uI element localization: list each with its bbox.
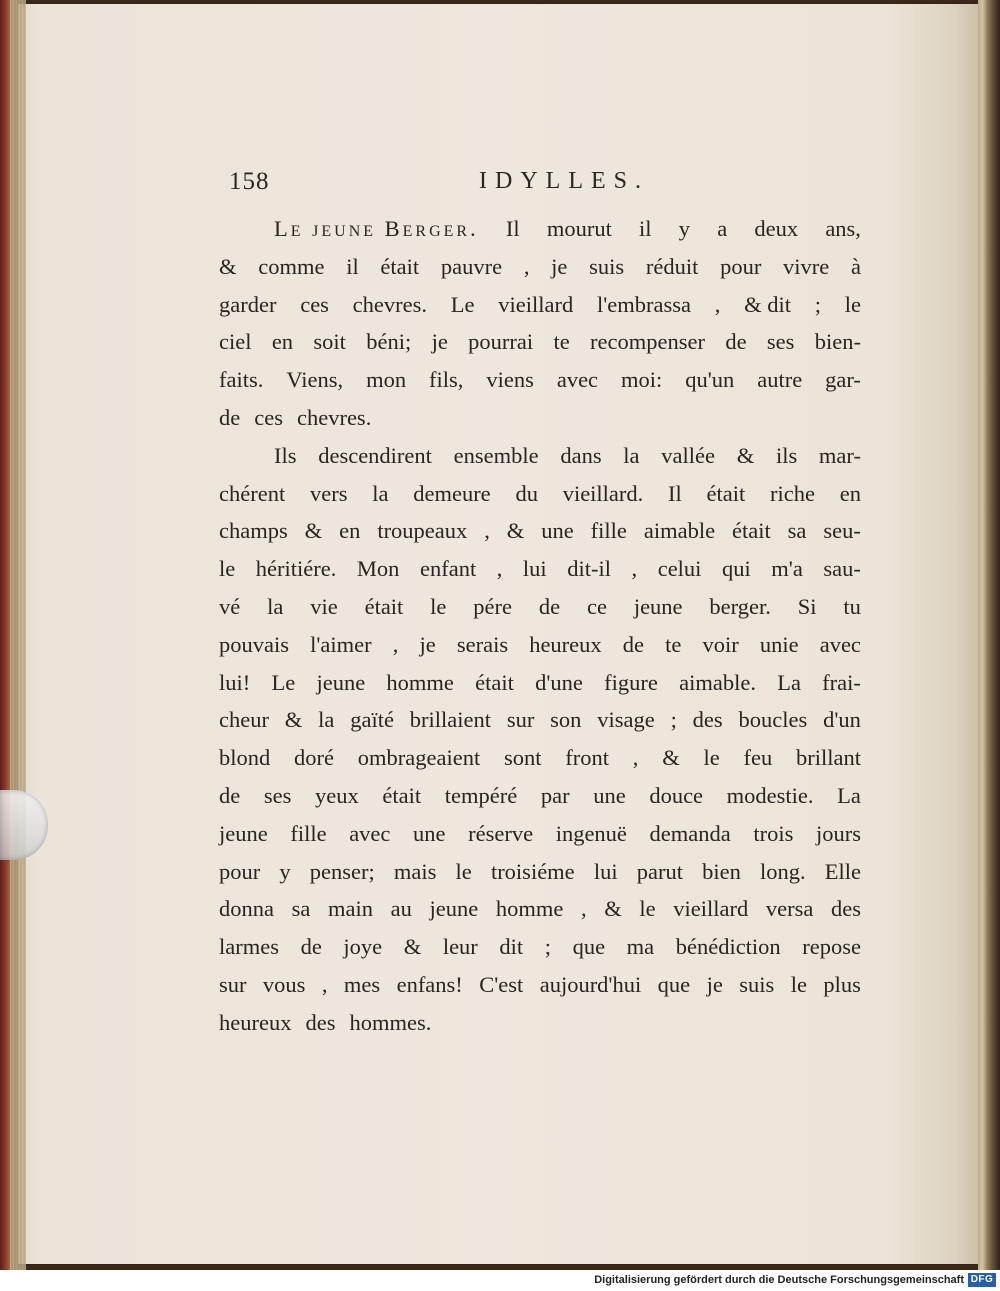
word: son [550, 707, 582, 733]
word: d'une [535, 669, 583, 695]
text-line [219, 399, 861, 437]
word: versa [765, 896, 814, 922]
word: chérent [219, 480, 286, 506]
word: le [639, 896, 656, 922]
text-line [219, 286, 861, 324]
word: ensemble [453, 442, 539, 468]
word: le [455, 858, 472, 884]
word: réserve [468, 820, 534, 846]
text-line [219, 437, 861, 475]
page-header [229, 168, 869, 208]
word: pauvre [440, 253, 503, 279]
word: ils [775, 442, 798, 468]
word: avec [349, 820, 391, 846]
word: brillaient [409, 707, 492, 733]
word: dit [499, 934, 524, 960]
word: ciel [219, 329, 252, 355]
word: aujourd'hui [539, 971, 642, 997]
word: & [219, 253, 237, 279]
word: heureux [219, 1009, 292, 1035]
word: , [632, 745, 639, 771]
word: lui! [219, 669, 251, 695]
word: la [623, 442, 640, 468]
text-line [219, 701, 861, 739]
word: suis [739, 971, 775, 997]
word: vieillard. [562, 480, 644, 506]
word: de [622, 631, 645, 657]
word: était [380, 253, 420, 279]
word: tempéré [444, 782, 518, 808]
word: ses [263, 782, 292, 808]
word: cheur [219, 707, 269, 733]
text-line [219, 1004, 861, 1042]
word: vallée [661, 442, 715, 468]
word: & [304, 518, 323, 544]
word: une [593, 782, 626, 808]
word: sont [504, 745, 542, 771]
word: & [506, 518, 525, 544]
text-line [219, 739, 861, 777]
word: lui [593, 858, 618, 884]
word: La [777, 669, 801, 695]
word: demeure [413, 480, 491, 506]
word: enfant [419, 556, 477, 582]
word: en [271, 329, 294, 355]
word: vé [219, 593, 241, 619]
word: enfans! [396, 971, 463, 997]
word: viens [486, 367, 534, 393]
word: qu'un [685, 367, 735, 393]
word: en [839, 480, 861, 506]
word: celui [657, 556, 702, 582]
word: pour [720, 253, 762, 279]
word: sa [787, 518, 807, 544]
word: feu [743, 745, 773, 771]
word: l'embrassa [596, 291, 691, 317]
word: & [736, 442, 755, 468]
text-line [219, 777, 861, 815]
word: & dit [744, 291, 791, 317]
word: homme [495, 896, 564, 922]
digitization-credit: Digitalisierung gefördert durch die Deutsche Forschungsgemeinschaft [594, 1274, 964, 1286]
running-head: IDYLLES. [479, 168, 649, 194]
text-line [219, 361, 861, 399]
word: y [678, 216, 690, 241]
word: Viens, [286, 367, 344, 393]
word: était [732, 518, 771, 544]
word: jeune [219, 820, 268, 846]
word: soit [313, 329, 346, 355]
word: avec [556, 367, 599, 393]
word: chevres. [296, 404, 372, 430]
text-line [219, 966, 861, 1004]
word: troupeaux [377, 518, 468, 544]
word: champs [219, 518, 288, 544]
word: & [604, 896, 622, 922]
word: de [219, 782, 241, 808]
word: pouvais [219, 631, 289, 657]
body-text [219, 210, 861, 1042]
word: voir [702, 631, 739, 657]
word: aimable [643, 518, 716, 544]
word: d'un [823, 707, 861, 733]
word: jeune [429, 896, 479, 922]
word: ; [544, 934, 551, 960]
word: Ils [274, 442, 297, 468]
text-line [219, 626, 861, 664]
word: qui [721, 556, 751, 582]
word: donna [219, 896, 274, 922]
text-line [219, 890, 861, 928]
word: Mon [356, 556, 400, 582]
word: figure [604, 669, 658, 695]
word: chevres. [352, 291, 428, 317]
word: mar- [818, 442, 861, 468]
word: pére [473, 593, 512, 619]
word: vie [310, 593, 338, 619]
word: jeune [633, 593, 683, 619]
word: bien- [814, 329, 861, 355]
word: riche [770, 480, 815, 506]
word: serais [456, 631, 509, 657]
word: héritiére. [255, 556, 337, 582]
word: & [284, 707, 303, 733]
text-line [219, 323, 861, 361]
word: sa [291, 896, 311, 922]
word: vieillard [673, 896, 749, 922]
word: fille [590, 518, 627, 544]
word: deux [754, 216, 799, 241]
word: repose [802, 934, 861, 960]
word: pourrai [468, 329, 534, 355]
word: larmes [219, 934, 279, 960]
word: était [364, 593, 404, 619]
word: brillant [795, 745, 861, 771]
word: Il [505, 216, 520, 241]
text-line [219, 588, 861, 626]
word: avec [819, 631, 861, 657]
footer-bar [0, 1270, 1000, 1291]
word: ma [626, 934, 655, 960]
word: que [657, 971, 691, 997]
word: homme [386, 669, 454, 695]
word: pour [219, 858, 261, 884]
word: lui [522, 556, 547, 582]
word: mais [393, 858, 437, 884]
word: du [515, 480, 538, 506]
word: Elle [824, 858, 861, 884]
word: de [538, 593, 561, 619]
word: troisiéme [490, 858, 575, 884]
word: le [219, 556, 236, 582]
word: boucles [738, 707, 808, 733]
word: comme [258, 253, 325, 279]
text-line [219, 248, 861, 286]
word: le [430, 593, 447, 619]
word: je [551, 253, 568, 279]
word: parut [636, 858, 683, 884]
text-line [219, 475, 861, 513]
word: vivre [783, 253, 830, 279]
word: long. [759, 858, 806, 884]
word: vers [309, 480, 348, 506]
word: que [572, 934, 606, 960]
book-right-edge [978, 0, 1000, 1270]
word: mon [366, 367, 407, 393]
text-line [219, 815, 861, 853]
word: , [484, 518, 490, 544]
word: Si [797, 593, 817, 619]
word: vous [262, 971, 306, 997]
word: de [219, 404, 241, 430]
page-number: 158 [229, 168, 270, 195]
text-line [219, 512, 861, 550]
word: était [706, 480, 746, 506]
word: la [267, 593, 284, 619]
word: te [665, 631, 682, 657]
word: front [565, 745, 610, 771]
page-stack-edges [10, 0, 26, 1270]
word: Le [450, 291, 475, 317]
word: ; [670, 707, 677, 733]
word: dans [560, 442, 602, 468]
word: par [540, 782, 570, 808]
word: mes [343, 971, 381, 997]
text-line [219, 853, 861, 891]
word: leur [442, 934, 478, 960]
word: suis [589, 253, 625, 279]
word: , [631, 556, 638, 582]
word: la [372, 480, 389, 506]
word: & [403, 934, 422, 960]
word: hommes. [349, 1009, 432, 1035]
word: joye [343, 934, 383, 960]
word: , [496, 556, 503, 582]
word: en [339, 518, 361, 544]
word: unie [759, 631, 799, 657]
word: frai- [822, 669, 861, 695]
text-line [219, 664, 861, 702]
word: ces [254, 404, 283, 430]
word: jeune [316, 669, 366, 695]
word: vieillard [498, 291, 574, 317]
word: le [790, 971, 807, 997]
word: faits. [219, 367, 264, 393]
word: Le jeune Berger. [274, 216, 479, 241]
word: je [419, 631, 436, 657]
word: moi: [621, 367, 663, 393]
text-line [219, 928, 861, 966]
word: était [475, 669, 514, 695]
word: & [662, 745, 680, 771]
word: trois [753, 820, 794, 846]
word: plus [823, 971, 861, 997]
word: ans, [825, 216, 861, 241]
word: une [413, 820, 446, 846]
dfg-logo: DFG [968, 1273, 996, 1287]
word: le [844, 291, 861, 317]
word: sur [219, 971, 247, 997]
word: était [382, 782, 422, 808]
word: douce [649, 782, 704, 808]
word: recompenser [590, 329, 705, 355]
word: bénédiction [675, 934, 781, 960]
word: une [541, 518, 574, 544]
text-line [219, 210, 861, 248]
word: bien [702, 858, 741, 884]
word: , [714, 291, 721, 317]
word: blond [219, 745, 271, 771]
word: fils, [429, 367, 464, 393]
word: heureux [529, 631, 602, 657]
word: Il [668, 480, 682, 506]
word: le [703, 745, 720, 771]
word: visage [597, 707, 655, 733]
word: des [830, 896, 861, 922]
word: modestie. [726, 782, 814, 808]
word: à [850, 253, 861, 279]
word: Le [271, 669, 296, 695]
word: C'est [479, 971, 524, 997]
word: mourut [546, 216, 612, 241]
word: ses [766, 329, 795, 355]
word: gar- [825, 367, 861, 393]
word: La [837, 782, 861, 808]
word: autre [757, 367, 803, 393]
word: de [725, 329, 747, 355]
word: il [639, 216, 652, 241]
word: des [692, 707, 723, 733]
word: ce [586, 593, 607, 619]
word: berger. [709, 593, 771, 619]
word: gaïté [350, 707, 394, 733]
word: il [346, 253, 359, 279]
word: au [390, 896, 412, 922]
word: y [279, 858, 291, 884]
word: garder [219, 291, 277, 317]
word: , [392, 631, 399, 657]
word: , [580, 896, 587, 922]
word: m'a [771, 556, 803, 582]
word: ; [814, 291, 821, 317]
word: réduit [645, 253, 699, 279]
word: je [431, 329, 448, 355]
word: seu- [823, 518, 861, 544]
word: , [523, 253, 530, 279]
word: dit-il [567, 556, 611, 582]
word: penser; [309, 858, 375, 884]
word: béni; [366, 329, 412, 355]
word: yeux [315, 782, 359, 808]
word: main [328, 896, 373, 922]
word: ombrageaient [357, 745, 481, 771]
word: aimable. [679, 669, 756, 695]
word: tu [843, 593, 861, 619]
text-line [219, 550, 861, 588]
word: descendirent [318, 442, 432, 468]
word: , [321, 971, 328, 997]
word: doré [294, 745, 335, 771]
word: fille [290, 820, 327, 846]
word: la [318, 707, 335, 733]
word: des [305, 1009, 336, 1035]
word: je [706, 971, 723, 997]
word: ingenuë [555, 820, 627, 846]
word: sau- [823, 556, 861, 582]
word: jours [815, 820, 861, 846]
word: te [553, 329, 570, 355]
word: a [717, 216, 728, 241]
word: l'aimer [310, 631, 372, 657]
word: sur [506, 707, 535, 733]
word: ces [300, 291, 329, 317]
word: demanda [649, 820, 731, 846]
word: de [300, 934, 322, 960]
